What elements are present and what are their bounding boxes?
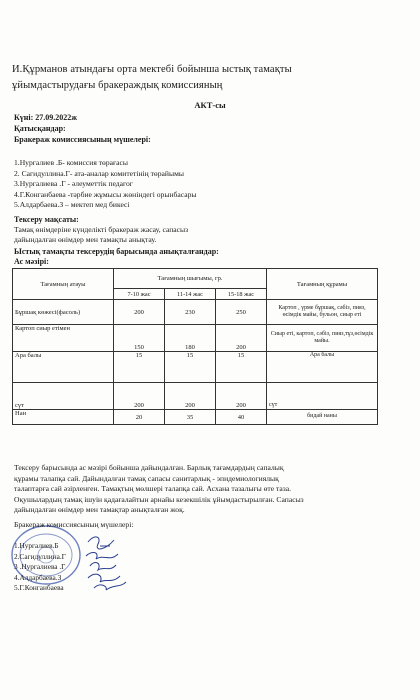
weight-cell: 15 [114, 352, 165, 383]
composition-cell: бидай наны [267, 410, 378, 425]
participants-heading: Қатысқандар: [14, 124, 66, 133]
conclusion-line: дайындалған өнімдер мен тамақтар анықталған жоқ. [14, 505, 185, 514]
col-header-weight: Тағамның шығымы, гр. [114, 269, 267, 289]
menu-table [12, 268, 378, 425]
menu-heading: Ас мәзірі: [14, 257, 49, 266]
member-item: 5.Алдарбаева.З – мектеп мед бикесі [14, 200, 130, 209]
weight-cell: 150 [114, 325, 165, 352]
dish-name: Нан [13, 410, 114, 425]
members-heading: Бракераж комиссиясының мүшелері: [14, 135, 151, 144]
weight-cell: 15 [216, 352, 267, 383]
handwritten-signatures [80, 532, 160, 592]
signer-item: 4.Алдарбаева.З [14, 572, 62, 582]
col-header-name: Тағамның атауы [13, 269, 114, 300]
signer-item: 5.Г.Конганбаева [14, 583, 64, 593]
weight-cell: 250 [216, 300, 267, 325]
weight-cell: 200 [165, 383, 216, 410]
dish-name: Бұршақ көжесі(фасоль) [13, 300, 114, 325]
purpose-text [14, 225, 304, 245]
dish-name: Картоп сиыр етімен [13, 325, 114, 352]
composition-cell: сүт [267, 383, 378, 410]
conclusion-line: құрамы талапқа сай. Дайындалған тамақ сапасы санитарлық - эпидемиологиялық [14, 473, 279, 483]
members-list [14, 158, 196, 211]
purpose-line: дайындалған өнімдер мен тамақты анықтау. [14, 235, 157, 244]
composition-cell: Ара балы [267, 352, 378, 383]
document-title: И.Құрманов атындағы орта мектебі бойынша ыстық тамақты ұйымдастырудағы бракераждық комиссияның [12, 64, 292, 91]
table-row [13, 352, 378, 383]
member-item: 3.Нургалиева .Г - әлеуметтік педагог [14, 179, 133, 188]
age-group-header: 7-10 жас [114, 289, 165, 300]
weight-cell: 200 [114, 383, 165, 410]
dish-name: Ара балы [13, 352, 114, 383]
member-item: 2. Сагидуллина.Г- ата-аналар комитетінің төрайымы [14, 168, 184, 178]
weight-cell: 40 [216, 410, 267, 425]
signer-item: 2.Сагидуллина.Г [14, 551, 66, 561]
signers-heading: Бракераж комиссиясының мүшелері: [14, 520, 134, 529]
inspection-heading: Ыстық тамақты тексерудің барысында анықталғандар: [14, 247, 219, 256]
signer-item: 1.Нургалиев.Б [14, 541, 59, 550]
signers-list [14, 541, 66, 594]
weight-cell: 20 [114, 410, 165, 425]
composition-cell: Картоп , үрме бұршақ, сәбіз, пияз, өсімдік майы, бульон, сиыр еті [267, 300, 378, 325]
member-item: 1.Нургалиев .Б- комиссия төрағасы [14, 158, 128, 167]
purpose-heading: Тексеру мақсаты: [14, 215, 79, 224]
age-group-header: 15-18 жас [216, 289, 267, 300]
weight-cell: 200 [216, 325, 267, 352]
act-title: АКТ-сы [194, 100, 226, 110]
composition-cell: Сиыр еті, картоп, сәбіз, пияз,тұз,өсімдік майы. [267, 325, 378, 352]
table-row [13, 410, 378, 425]
member-item: 4.Г.Конганбаева -тәрбие жұмысы жөніндегі орынбасары [14, 189, 197, 199]
act-date: Күні: 27.09.2022ж [14, 113, 78, 122]
weight-cell: 180 [165, 325, 216, 352]
weight-cell: 230 [165, 300, 216, 325]
table-row [13, 383, 378, 410]
table-row [13, 325, 378, 352]
conclusion-text [14, 463, 344, 516]
conclusion-line: талаптарға сай әзірленген. Тамақтың мөлшері талапқа сай. Асхана тазалығы өте таза. [14, 484, 292, 493]
dish-name: сүт [13, 383, 114, 410]
weight-cell: 35 [165, 410, 216, 425]
age-group-header: 11-14 жас [165, 289, 216, 300]
purpose-line: Тамақ өнімдеріне күнделікті бракераж жасау, сапасыз [14, 225, 189, 234]
signer-item: 3 .Нургалиева .Г [14, 562, 66, 572]
weight-cell: 200 [216, 383, 267, 410]
conclusion-line: Оқушылардың тамақ ішуін қадағалайтын арнайы кезекшілік ұйымдастырылған. Сапасыз [14, 494, 304, 504]
table-row [13, 300, 378, 325]
conclusion-line: Тексеру барысында ас мәзірі бойынша дайындалған. Барлық тағамдардың сапалық [14, 463, 284, 472]
weight-cell: 15 [165, 352, 216, 383]
weight-cell: 200 [114, 300, 165, 325]
col-header-composition: Тағамның құрамы [267, 269, 378, 300]
table-header-row [13, 269, 378, 289]
